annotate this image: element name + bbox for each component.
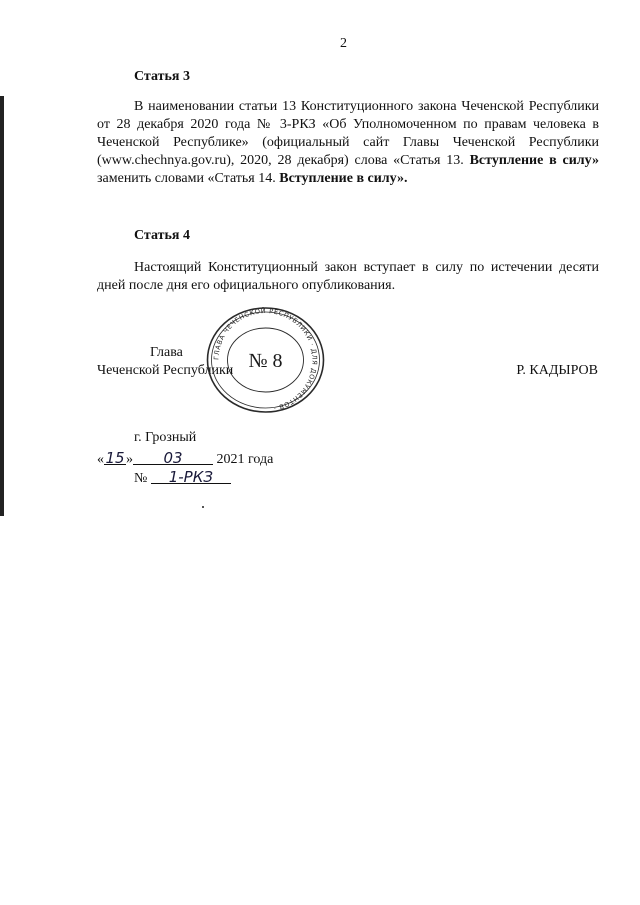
date-day: 15 — [105, 449, 125, 467]
place-city: г. Грозный — [134, 430, 197, 445]
article-3-text-part2: заменить словами «Статья 14. — [97, 171, 280, 186]
seal-number: № 8 — [248, 350, 283, 372]
official-seal — [203, 305, 328, 415]
seal-outer-text: ГЛАВА ЧЕЧЕНСКОЙ РЕСПУБЛИКИ · ДЛЯ ДОКУМЕНТОВ · — [212, 306, 319, 413]
date-close-quote: » — [126, 452, 133, 467]
document-number-prefix: № — [134, 471, 148, 486]
article-3-text-part1: В наименовании статьи 13 Конституционного закона Чеченской Республики от 28 декабря 2020 года № 3-РКЗ «Об Уполномоченном по правам человека в Чеченской Республике» (официальный сайт Главы Чеченской Республики (www.chechnya.gov.ru), 2020, 28 декабря) слова «Статья 13. — [97, 99, 599, 168]
article-3-heading: Статья 3 — [134, 69, 190, 84]
signatory-title: Глава — [150, 345, 183, 360]
article-3-bold1: Вступление в силу» — [469, 153, 599, 168]
article-4-text: Настоящий Конституционный закон вступает в силу по истечении десяти дней после дня его официального опубликования. — [97, 260, 599, 293]
page-number: 2 — [340, 36, 347, 51]
article-3-text — [97, 98, 599, 188]
signatory-name: Р. КАДЫРОВ — [516, 363, 598, 378]
signatory-organization: Чеченской Республики — [97, 363, 234, 378]
scan-dot — [202, 506, 204, 508]
date-month: 03 — [133, 449, 213, 465]
document-number: 1-РКЗ — [151, 468, 231, 484]
signing-date — [97, 449, 273, 468]
date-year: 2021 года — [216, 452, 274, 467]
scan-edge-mark — [0, 96, 4, 516]
document-number-line — [134, 468, 231, 487]
date-open-quote: « — [97, 452, 104, 467]
article-3-bold2: Вступление в силу». — [279, 171, 408, 186]
article-4-heading: Статья 4 — [134, 228, 190, 243]
